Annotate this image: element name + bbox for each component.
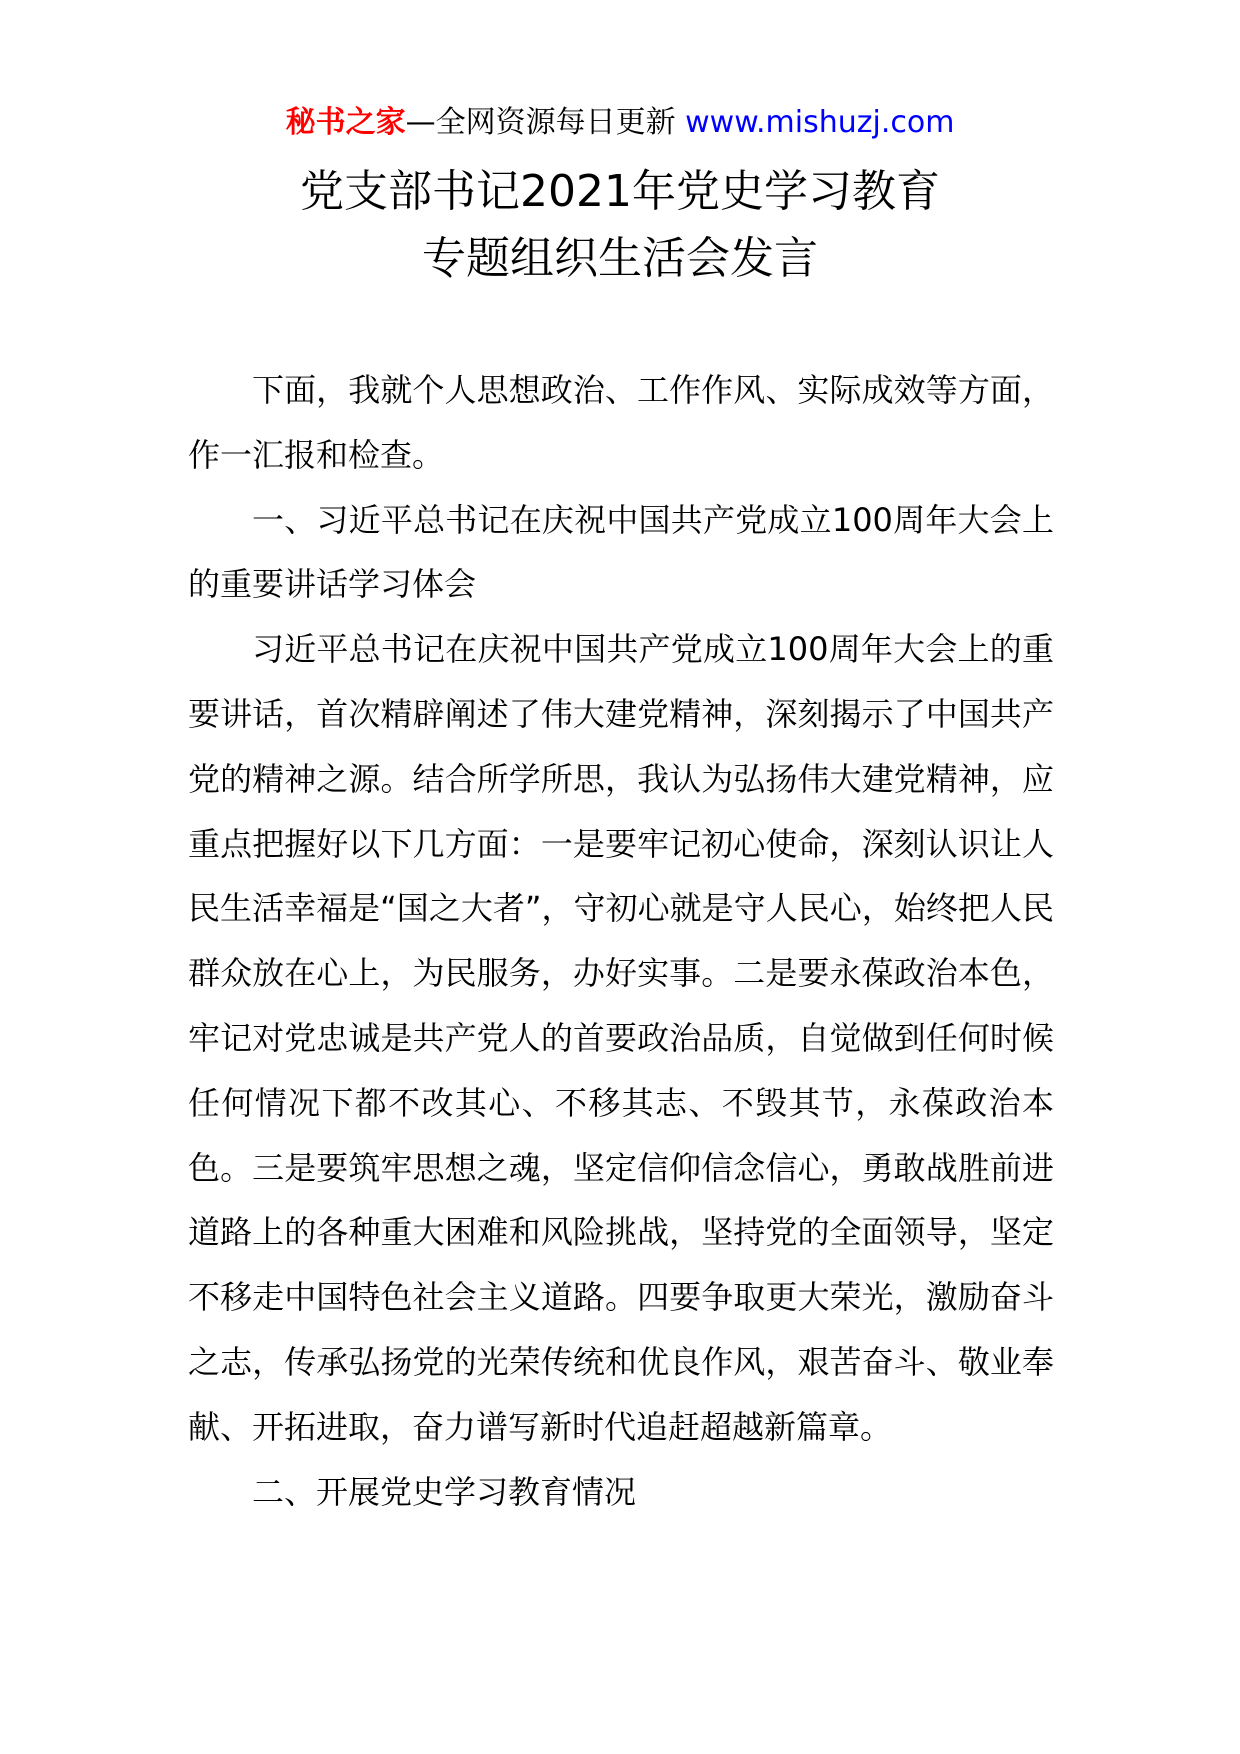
section-heading-2: 二、开展党史学习教育情况 (252, 1472, 637, 1511)
document-title-line-2: 专题组织生活会发言 (422, 233, 818, 284)
intro-paragraph: 下面，我就个人思想政治、工作作风、实际成效等方面，作一汇报和检查。 (188, 371, 1054, 474)
document-body (188, 358, 1054, 1524)
section-heading-1: 一、习近平总书记在庆祝中国共产党成立100周年大会上的重要讲话学习体会 (188, 500, 1054, 604)
body-paragraph-1: 习近平总书记在庆祝中国共产党成立100周年大会上的重要讲话，首次精辟阐述了伟大建党精神，深刻揭示了中国共产党的精神之源。结合所学所思，我认为弘扬伟大建党精神，应重点把握好以下几方面：一是要牢记初心使命，深刻认识让人民生活幸福是“国之大者”，守初心就是守人民心，始终把人民群众放在心上，为民服务，办好实事。二是要永葆政治本色，牢记对党忠诚是共产党人的首要政治品质，自觉做到任何时候任何情况下都不改其心、不移其志、不毁其节，永葆政治本色。三是要筑牢思想之魂，坚定信仰信念信心，勇敢战胜前进道路上的各种重大困难和风险挑战，坚持党的全面领导，坚定不移走中国特色社会主义道路。四要争取更大荣光，激励奋斗之志，传承弘扬党的光荣传统和优良作风，艰苦奋斗、敬业奉献、开拓进取，奋力谱写新时代追赶超越新篇章。 (188, 630, 1054, 1446)
document-title-line-1: 党支部书记2021年党史学习教育 (300, 166, 940, 217)
banner-slogan: —全网资源每日更新 (405, 105, 686, 140)
site-banner (0, 103, 1240, 143)
brand-name: 秘书之家 (285, 105, 406, 140)
site-url-link[interactable]: www.mishuzj.com (685, 105, 955, 140)
